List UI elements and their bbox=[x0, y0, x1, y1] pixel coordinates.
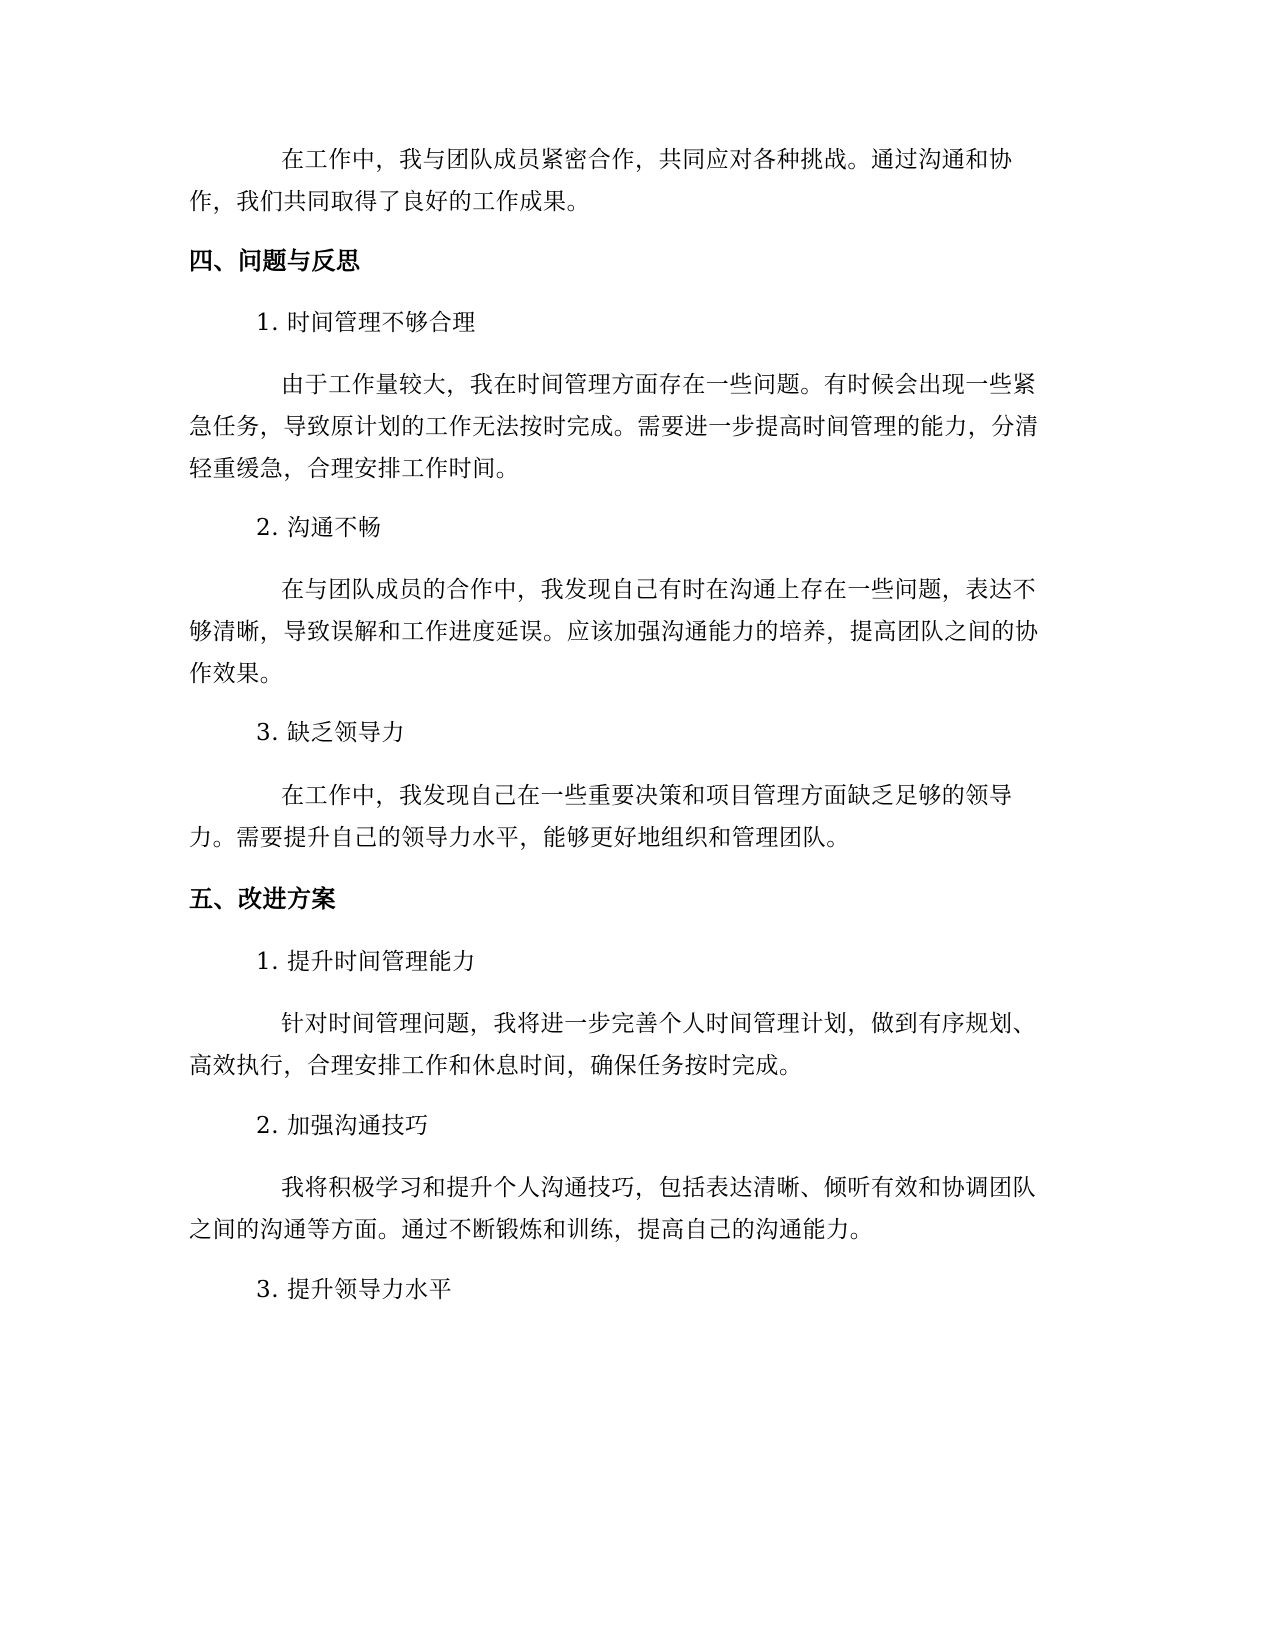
list-item-label: 1. 时间管理不够合理 bbox=[256, 310, 476, 336]
body-paragraph bbox=[189, 1003, 1089, 1087]
paragraph-line: 作，我们共同取得了良好的工作成果。 bbox=[189, 189, 591, 215]
paragraph-line: 在与团队成员的合作中，我发现自己有时在沟通上存在一些问题，表达不 bbox=[281, 577, 1037, 603]
paragraph-line: 在工作中，我发现自己在一些重要决策和项目管理方面缺乏足够的领导 bbox=[281, 783, 1013, 809]
paragraph-line: 够清晰，导致误解和工作进度延误。应该加强沟通能力的培养，提高团队之间的协 bbox=[189, 619, 1039, 645]
section-heading-problems: 四、问题与反思 bbox=[189, 247, 361, 275]
section-heading-improvements: 五、改进方案 bbox=[189, 885, 336, 913]
paragraph-line: 作效果。 bbox=[189, 661, 284, 687]
paragraph-line: 我将积极学习和提升个人沟通技巧，包括表达清晰、倾听有效和协调团队 bbox=[281, 1175, 1037, 1201]
paragraph-line: 之间的沟通等方面。通过不断锻炼和训练，提高自己的沟通能力。 bbox=[189, 1217, 874, 1243]
paragraph-line: 由于工作量较大，我在时间管理方面存在一些问题。有时候会出现一些紧 bbox=[281, 372, 1037, 398]
list-item-label: 2. 沟通不畅 bbox=[256, 515, 382, 541]
paragraph-line: 高效执行，合理安排工作和休息时间，确保任务按时完成。 bbox=[189, 1053, 803, 1079]
list-item-label: 3. 提升领导力水平 bbox=[256, 1277, 453, 1303]
list-item-label: 3. 缺乏领导力 bbox=[256, 720, 406, 746]
body-paragraph bbox=[189, 1167, 1089, 1251]
paragraph-line: 轻重缓急，合理安排工作时间。 bbox=[189, 456, 520, 482]
list-item-label: 2. 加强沟通技巧 bbox=[256, 1113, 429, 1139]
intro-paragraph bbox=[189, 139, 1089, 223]
body-paragraph bbox=[189, 364, 1089, 490]
body-paragraph bbox=[189, 775, 1089, 859]
list-item-label: 1. 提升时间管理能力 bbox=[256, 949, 476, 975]
body-paragraph bbox=[189, 569, 1089, 695]
paragraph-line: 在工作中，我与团队成员紧密合作，共同应对各种挑战。通过沟通和协 bbox=[281, 147, 1013, 173]
paragraph-line: 力。需要提升自己的领导力水平，能够更好地组织和管理团队。 bbox=[189, 825, 850, 851]
paragraph-line: 急任务，导致原计划的工作无法按时完成。需要进一步提高时间管理的能力，分清 bbox=[189, 414, 1039, 440]
paragraph-line: 针对时间管理问题，我将进一步完善个人时间管理计划，做到有序规划、 bbox=[281, 1011, 1037, 1037]
